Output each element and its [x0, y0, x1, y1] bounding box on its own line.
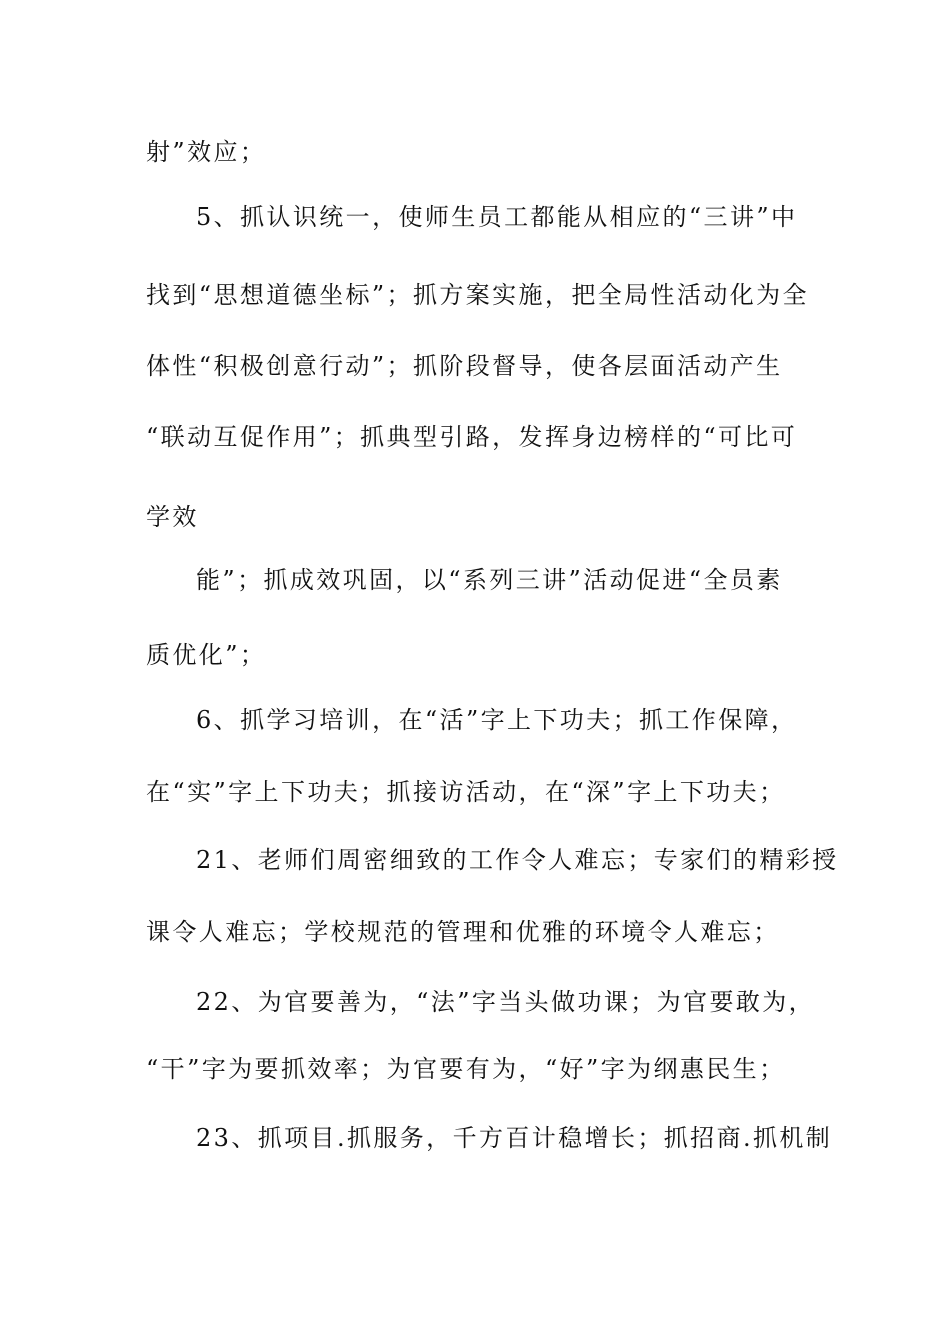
- text-line: 找到“思想道德坐标”；抓方案实施，把全局性活动化为全: [146, 281, 809, 309]
- text-line: 射”效应；: [146, 138, 267, 166]
- text-line: 体性“积极创意行动”；抓阶段督导，使各层面活动产生: [146, 352, 783, 380]
- text-line: 质优化”；: [146, 641, 267, 669]
- paragraph-22-start: 22、为官要善为，“法”字当头做功课；为官要敢为，: [196, 988, 816, 1016]
- paragraph-6-start: 6、抓学习培训，在“活”字上下功夫；抓工作保障，: [196, 706, 798, 734]
- text-line: 能”；抓成效巩固，以“系列三讲”活动促进“全员素: [196, 566, 783, 594]
- text-line: “联动互促作用”；抓典型引路，发挥身边榜样的“可比可: [146, 423, 798, 451]
- text-line: “干”字为要抓效率；为官要有为，“好”字为纲惠民生；: [146, 1055, 786, 1083]
- text-line: 在“实”字上下功夫；抓接访活动，在“深”字上下功夫；: [146, 778, 786, 806]
- paragraph-21-start: 21、老师们周密细致的工作令人难忘；专家们的精彩授: [196, 846, 839, 874]
- paragraph-5-start: 5、抓认识统一，使师生员工都能从相应的“三讲”中: [196, 203, 798, 231]
- text-line: 课令人难忘；学校规范的管理和优雅的环境令人难忘；: [146, 918, 780, 946]
- paragraph-23-start: 23、抓项目.抓服务，千方百计稳增长；抓招商.抓机制: [196, 1124, 833, 1152]
- text-line: 学效: [146, 503, 199, 531]
